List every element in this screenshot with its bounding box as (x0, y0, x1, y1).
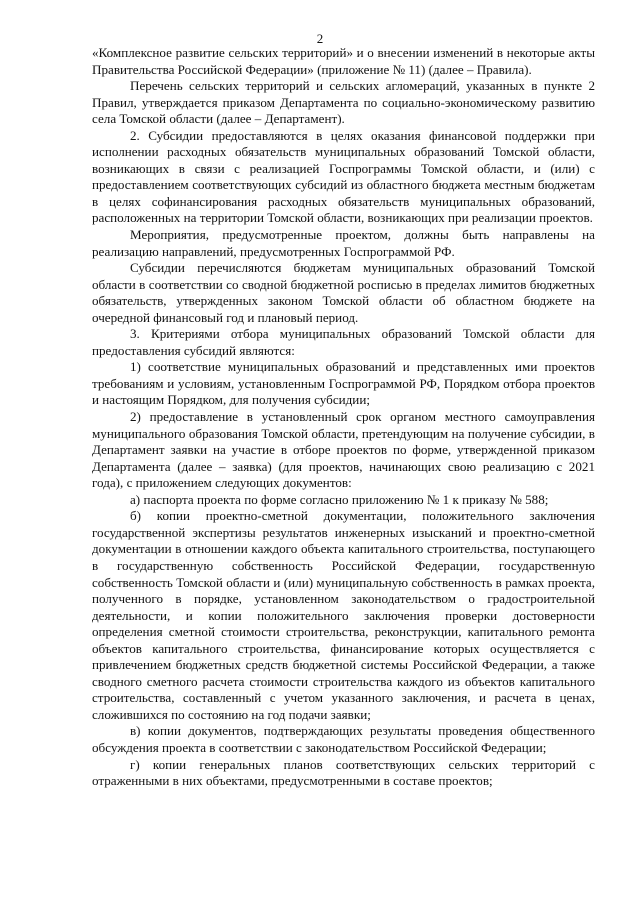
sub-list-item: в) копии документов, подтверждающих результаты проведения общественного обсуждения проекта в соответствии с законодательством Российской Федерации; (92, 723, 595, 755)
list-item: 2) предоставление в установленный срок органом местного самоуправления муниципального образования Томской области, претендующим на получение субсидии, в Департамент заявки на участие в отборе проектов по форме, утвержденной приказом Департамента (далее – заявка) (для проектов, начинающих свою реализацию с 2021 года), с приложением следующих документов: (92, 409, 595, 491)
paragraph-continuation: «Комплексное развитие сельских территорий» и о внесении изменений в некоторые акты Правительства Российской Федерации» (приложение № 11) (далее – Правила). (92, 45, 595, 77)
paragraph: 2. Субсидии предоставляются в целях оказания финансовой поддержки при исполнении расходных обязательств муниципальных образований Томской области, возникающих в связи с реализацией Госпрограммы Томской области, и (или) с предоставлением соответствующих субсидий из областного бюджета местным бюджетам в целях софинансирования расходных обязательств муниципальных образований, расположенных на территории Томской области, возникающих при реализации проектов. (92, 127, 595, 226)
sub-list-item: г) копии генеральных планов соответствующих сельских территорий с отраженными в них объектами, предусмотренными в составе проектов; (92, 756, 595, 789)
sub-list-item: б) копии проектно-сметной документации, положительного заключения государственной экспертизы результатов инженерных изысканий и проектно-сметной документации в отношении каждого объекта капитального строительства, поступающего в государственную собственность Российской Федерации, государственную собственность Томской области и (или) муниципальную собственность в рамках проекта, полученного в порядке, установленном законодательством о градостроительной деятельности, и копии положительного заключения проверки достоверности определения сметной стоимости строительства, реконструкции, капитального ремонта объектов капитального строительства, финансирование которых осуществляется с привлечением бюджетных средств бюджетной системы Российской Федерации, а также сводного сметного расчета стоимости строительства каждого из объектов капитального строительства, составленный с учетом указанного заключения, и расчета в ценах, сложившихся по состоянию на год подачи заявки; (92, 508, 595, 722)
paragraph: Субсидии перечисляются бюджетам муниципальных образований Томской области в соответствии со сводной бюджетной росписью в пределах лимитов бюджетных обязательств, утвержденных законом Томской области об областном бюджете на очередной финансовый год и плановый период. (92, 260, 595, 325)
sub-list-item: а) паспорта проекта по форме согласно приложению № 1 к приказу № 588; (130, 491, 549, 507)
paragraph: Мероприятия, предусмотренные проектом, должны быть направлены на реализацию направлений, предусмотренных Госпрограммой РФ. (92, 227, 595, 259)
paragraph: 3. Критериями отбора муниципальных образований Томской области для предоставления субсидий являются: (92, 326, 595, 358)
document-body (92, 45, 595, 790)
paragraph: Перечень сельских территорий и сельских агломераций, указанных в пункте 2 Правил, утверждается приказом Департамента по социально-экономическому развитию села Томской области (далее – Департамент). (92, 78, 595, 127)
page-number: 2 (316, 31, 324, 46)
list-item: 1) соответствие муниципальных образований и представленных ими проектов требованиям и условиям, установленным Госпрограммой РФ, Порядком отбора проектов и настоящим Порядком, для получения субсидии; (92, 359, 595, 408)
